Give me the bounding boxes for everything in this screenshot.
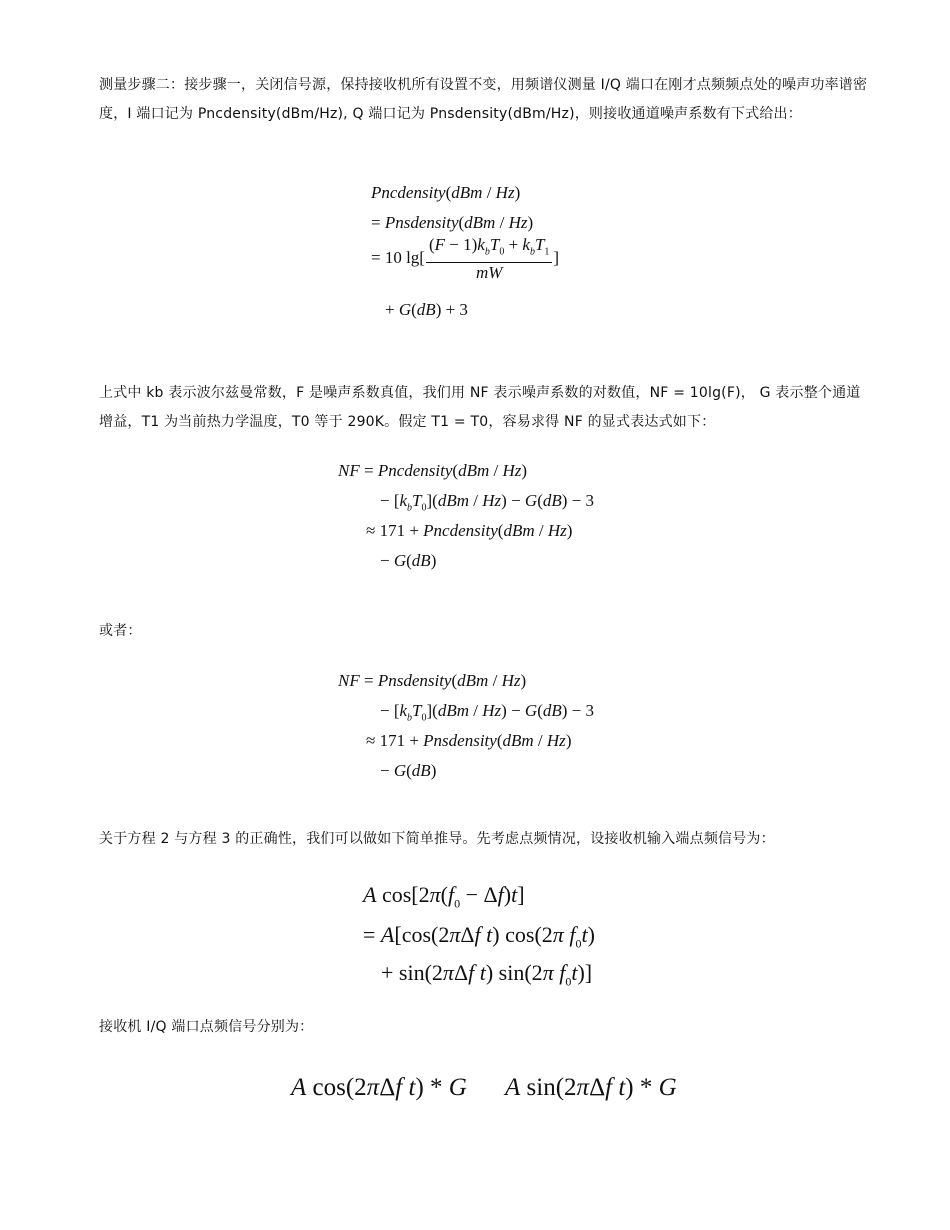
equation-line: ≈ 171 + Pncdensity(dBm / Hz): [366, 521, 573, 540]
equation-line: + sin(2πΔf t) sin(2π $f_0t$)]: [381, 960, 593, 989]
equation-line: − $[k_bT_0](dBm / Hz) - G(dB) - 3$: [380, 701, 594, 724]
equation-i-output: A cos(2πΔf t) * G: [291, 1074, 467, 1101]
equation-iq-outputs: [291, 1074, 711, 1114]
equation-line-fraction: = 10 lg[ $\frac{(F - 1)k_bT_0 + k_bT_1}{mW}$ ]: [371, 235, 560, 283]
equation-noise-density: [371, 180, 591, 330]
equation-nf-pns: [338, 671, 628, 791]
equation-line: Pncdensity(dBm / Hz): [371, 183, 521, 202]
paragraph-measurement-step-two: 测量步骤二：接步骤一，关闭信号源，保持接收机所有设置不变，用频谱仪测量 I/Q 端口在刚才点频频点处的噪声功率谱密度，I 端口记为 Pncdensity(dBm/Hz), Q 端口记为 Pnsdensity(dBm/Hz)，则接收通道噪声系数有下式给出：: [99, 77, 868, 122]
equation-line: NF = Pncdensity(dBm / Hz): [338, 461, 528, 480]
equation-line: = Pnsdensity(dBm / Hz): [371, 213, 534, 232]
equation-line: A $\cos[2\pi(f_0 - \Delta f)t]$: [363, 882, 525, 911]
equation-nf-pnc: [338, 461, 628, 581]
paragraph-derivation-intro: 关于方程 2 与方程 3 的正确性，我们可以做如下简单推导。先考虑点频情况，设接收机输入端点频信号为：: [99, 831, 775, 847]
equation-line: NF = Pnsdensity(dBm / Hz): [338, 671, 527, 690]
paragraph-symbol-definitions: 上式中 kb 表示波尔兹曼常数，F 是噪声系数真值，我们用 NF 表示噪声系数的对数值，NF = 10lg(F)， G 表示整个通道增益，T1 为当前热力学温度，T0 等于 290K。假定 T1 = T0，容易求得 NF 的显式表达式如下：: [99, 385, 861, 430]
equation-line: = A[cos(2πΔf t) cos(2π $f_0t$): [363, 922, 595, 951]
equation-input-signal: [363, 882, 643, 992]
paragraph-iq-signals: 接收机 I/Q 端口点频信号分别为：: [99, 1019, 314, 1035]
equation-line: − G(dB): [380, 761, 437, 780]
paragraph-or: 或者：: [99, 623, 142, 639]
equation-line: − $[k_bT_0](dBm / Hz) - G(dB) - 3$: [380, 491, 594, 514]
equation-q-output: A sin(2πΔf t) * G: [505, 1074, 677, 1101]
equation-line: − G(dB): [380, 551, 437, 570]
equation-line: ≈ 171 + Pnsdensity(dBm / Hz): [366, 731, 572, 750]
equation-line: + G(dB) + 3: [385, 300, 468, 319]
